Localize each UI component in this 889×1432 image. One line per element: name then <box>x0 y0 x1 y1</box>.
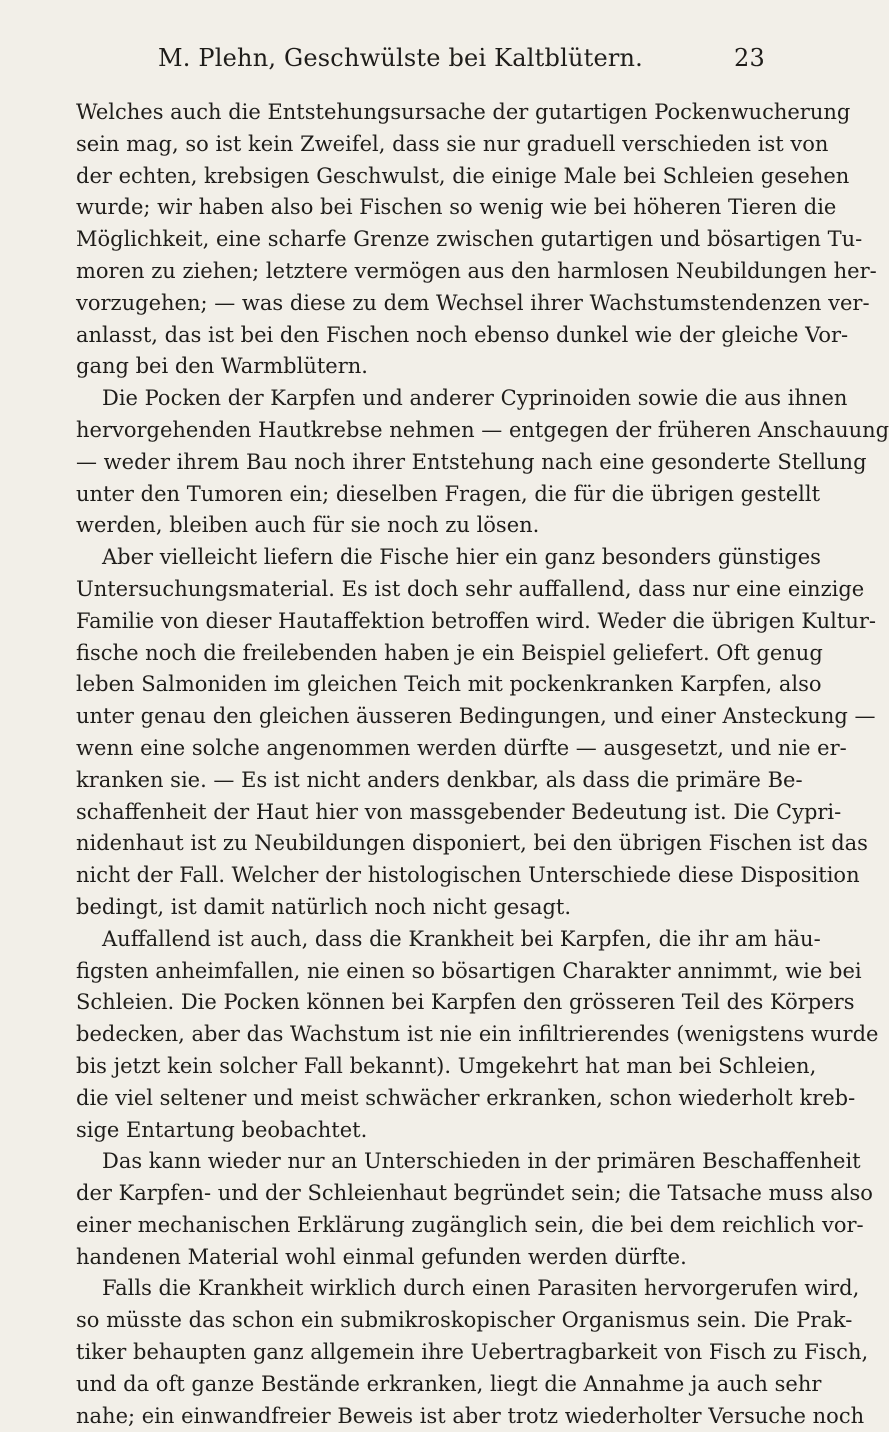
text-line: hervorgehenden Hautkrebse nehmen — entgegen der früheren Anschauung <box>76 417 889 442</box>
text-line: nahe; ein einwandfreier Beweis ist aber trotz wiederholter Versuche noch <box>76 1403 865 1428</box>
text-line: unter den Tumoren ein; dieselben Fragen, die für die übrigen gestellt <box>76 481 821 506</box>
text-line: leben Salmoniden im gleichen Teich mit pockenkranken Karpfen, also <box>76 672 822 697</box>
text-line: Das kann wieder nur an Unterschieden in der primären Beschaffenheit <box>102 1149 861 1174</box>
text-line: Untersuchungsmaterial. Es ist doch sehr auffallend, dass nur eine einzige <box>76 576 865 601</box>
text-line: Die Pocken der Karpfen und anderer Cyprinoiden sowie die aus ihnen <box>102 386 848 411</box>
text-line: die viel seltener und meist schwächer erkranken, schon wiederholt kreb- <box>76 1085 856 1110</box>
text-line: einer mechanischen Erklärung zugänglich sein, die bei dem reichlich vor- <box>76 1212 864 1237</box>
text-line: figsten anheimfallen, nie einen so bösartigen Charakter annimmt, wie bei <box>76 958 862 983</box>
text-line: tiker behaupten ganz allgemein ihre Uebertragbarkeit von Fisch zu Fisch, <box>76 1340 869 1365</box>
text-line: bedingt, ist damit natürlich noch nicht gesagt. <box>76 894 572 919</box>
paragraph <box>76 1146 873 1273</box>
text-line: der Karpfen- und der Schleienhaut begründet sein; die Tatsache muss also <box>76 1181 873 1206</box>
running-title: M. Plehn, Geschwülste bei Kaltblütern. <box>157 44 644 72</box>
text-line: und da oft ganze Bestände erkranken, liegt die Annahme ja auch sehr <box>76 1371 822 1396</box>
text-line: schaffenheit der Haut hier von massgebender Bedeutung ist. Die Cypri- <box>76 799 842 824</box>
text-line: Aber vielleicht liefern die Fische hier ein ganz besonders günstiges <box>102 545 821 570</box>
text-line: Schleien. Die Pocken können bei Karpfen den grösseren Teil des Körpers <box>76 990 855 1015</box>
page-number: 23 <box>734 44 765 72</box>
text-line: wenn eine solche angenommen werden dürfte — ausgesetzt, und nie er- <box>76 735 847 760</box>
text-line: Welches auch die Entstehungsursache der gutartigen Pockenwucherung <box>76 100 851 124</box>
text-line: gang bei den Warmblütern. <box>76 354 368 379</box>
text-line: sige Entartung beobachtet. <box>76 1117 368 1142</box>
text-line: Familie von dieser Hautaffektion betroffen wird. Weder die übrigen Kultur- <box>76 608 876 633</box>
body-text <box>76 97 889 1432</box>
text-line: Falls die Krankheit wirklich durch einen Parasiten hervorgerufen wird, <box>102 1276 860 1301</box>
text-line: — weder ihrem Bau noch ihrer Entstehung nach eine gesonderte Stellung <box>76 449 867 474</box>
text-line: bis jetzt kein solcher Fall bekannt). Umgekehrt hat man bei Schleien, <box>76 1053 817 1078</box>
paragraph <box>76 542 876 924</box>
text-line: fische noch die freilebenden haben je ein Beispiel geliefert. Oft genug <box>76 640 823 665</box>
text-line: Möglichkeit, eine scharfe Grenze zwischen gutartigen und bösartigen Tu- <box>76 227 863 252</box>
paragraph <box>76 97 877 383</box>
text-line: kranken sie. — Es ist nicht anders denkbar, als dass die primäre Be- <box>76 767 803 792</box>
paragraph <box>76 924 879 1147</box>
text-line: unter genau den gleichen äusseren Bedingungen, und einer Ansteckung — <box>76 704 876 729</box>
text-line: moren zu ziehen; letztere vermögen aus den harmlosen Neubildungen her- <box>76 258 877 283</box>
text-line: anlasst, das ist bei den Fischen noch ebenso dunkel wie der gleiche Vor- <box>76 322 849 347</box>
text-line: werden, bleiben auch für sie noch zu lösen. <box>76 513 540 538</box>
text-line: nicht der Fall. Welcher der histologischen Unterschiede diese Disposition <box>76 863 860 888</box>
text-line: wurde; wir haben also bei Fischen so wenig wie bei höheren Tieren die <box>76 195 837 220</box>
paragraph <box>76 1273 869 1432</box>
text-line: so müsste das schon ein submikroskopischer Organismus sein. Die Prak- <box>76 1308 853 1333</box>
text-line: nidenhaut ist zu Neubildungen disponiert, bei den übrigen Fischen ist das <box>76 831 868 856</box>
text-line: Auffallend ist auch, dass die Krankheit bei Karpfen, die ihr am häu- <box>102 926 821 951</box>
text-line: der echten, krebsigen Geschwulst, die einige Male bei Schleien gesehen <box>76 163 850 188</box>
text-line: bedecken, aber das Wachstum ist nie ein infiltrierendes (wenigstens wurde <box>76 1022 879 1047</box>
text-line: handenen Material wohl einmal gefunden werden dürfte. <box>76 1244 687 1269</box>
paragraph <box>76 383 889 542</box>
text-line: sein mag, so ist kein Zweifel, dass sie nur graduell verschieden ist von <box>76 131 829 156</box>
text-line: vorzugehen; — was diese zu dem Wechsel ihrer Wachstumstendenzen ver- <box>76 290 870 315</box>
